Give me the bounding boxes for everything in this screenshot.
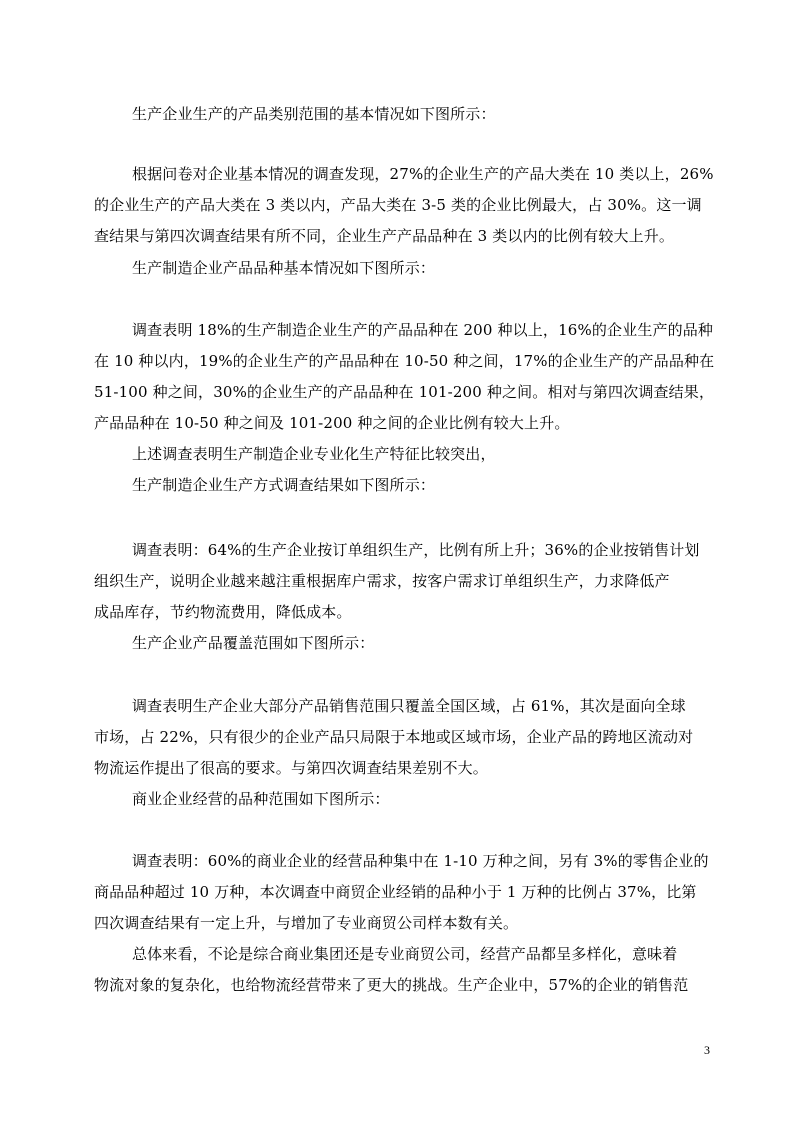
text-line: 市场，占 22%，只有很少的企业产品只局限于本地或区域市场，企业产品的跨地区流动对 [94,728,694,746]
text-line: 四次调查结果有一定上升，与增加了专业商贸公司样本数有关。 [94,914,519,932]
text-line: 调查表明 18%的生产制造企业生产的产品品种在 200 种以上，16%的企业生产的品种 [132,321,714,339]
text-line: 生产制造企业生产方式调查结果如下图所示： [132,476,436,494]
text-line: 组织生产，说明企业越来越注重根据库户需求，按客户需求订单组织生产，力求降低产 [94,572,670,590]
text-line: 调查表明生产企业大部分产品销售范围只覆盖全国区域，占 61%，其次是面向全球 [132,697,686,715]
text-line: 商业企业经营的品种范围如下图所示： [132,790,390,808]
text-line: 成品库存，节约物流费用，降低成本。 [94,603,352,621]
text-line: 生产制造企业产品品种基本情况如下图所示： [132,259,436,277]
page-number: 3 [704,1043,710,1057]
text-line: 在 10 种以内，19%的企业生产的产品品种在 10-50 种之间，17%的企业生产的产品品种在 [94,352,715,370]
text-line: 调查表明：64%的生产企业按订单组织生产，比例有所上升；36%的企业按销售计划 [132,541,700,559]
text-line: 生产企业产品覆盖范围如下图所示： [132,634,375,652]
text-line: 物流运作提出了很高的要求。与第四次调查结果差别不大。 [94,759,488,777]
text-line: 产品品种在 10-50 种之间及 101-200 种之间的企业比例有较大上升。 [94,414,570,432]
text-line: 51-100 种之间，30%的企业生产的产品品种在 101-200 种之间。相对与第四次调查结果， [94,383,715,401]
text-line: 的企业生产的产品大类在 3 类以内，产品大类在 3-5 类的企业比例最大，占 30%。这一调 [94,196,702,214]
text-line: 调查表明：60%的商业企业的经营品种集中在 1-10 万种之间，另有 3%的零售企业的 [132,852,709,870]
text-line: 总体来看，不论是综合商业集团还是专业商贸公司，经营产品都呈多样化，意味着 [132,945,678,963]
text-line: 商品品种超过 10 万种，本次调查中商贸企业经销的品种小于 1 万种的比例占 37%，比第 [94,883,697,901]
text-line: 查结果与第四次调查结果有所不同，企业生产产品品种在 3 类以内的比例有较大上升。 [94,227,675,245]
text-line: 上述调查表明生产制造企业专业化生产特征比较突出， [132,445,496,463]
text-line: 根据问卷对企业基本情况的调查发现，27%的企业生产的产品大类在 10 类以上，26% [132,165,714,183]
text-line: 生产企业生产的产品类别范围的基本情况如下图所示： [132,105,496,123]
text-line: 物流对象的复杂化，也给物流经营带来了更大的挑战。生产企业中，57%的企业的销售范 [94,976,689,994]
